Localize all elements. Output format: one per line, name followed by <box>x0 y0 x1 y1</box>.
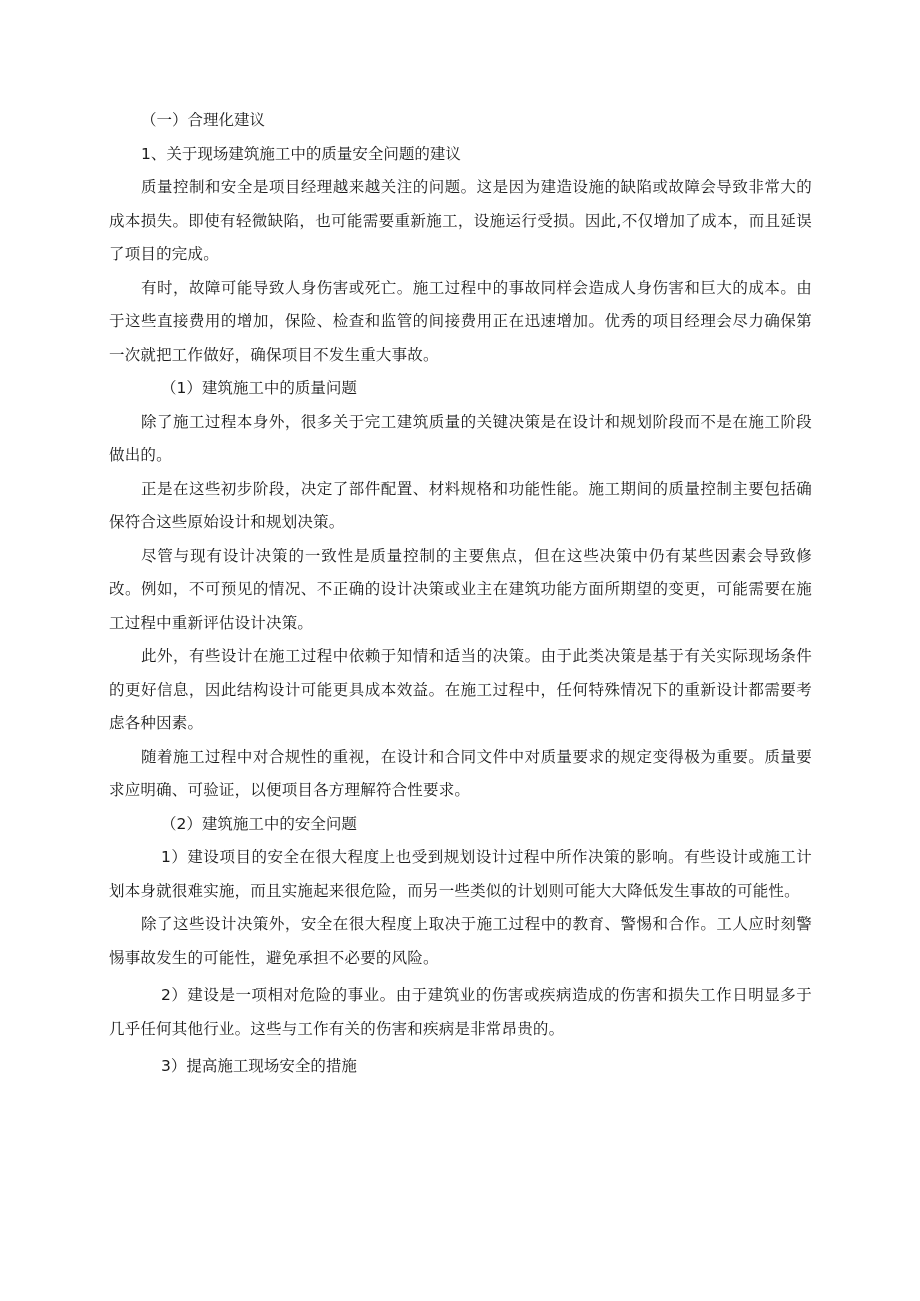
quality-heading: （1）建筑施工中的质量问题 <box>161 379 357 397</box>
paragraph: 尽管与现有设计决策的一致性是质量控制的主要焦点，但在这些决策中仍有某些因素会导致修改。例如，不可预见的情况、不正确的设计决策或业主在建筑功能方面所期望的变更，可能需要在施工过程中重新评估设计决策。 <box>109 546 812 632</box>
document-body <box>109 104 812 1084</box>
paragraph: 除了施工过程本身外，很多关于完工建筑质量的关键决策是在设计和规划阶段而不是在施工阶段做出的。 <box>109 412 812 464</box>
safety-heading: （2）建筑施工中的安全问题 <box>161 814 357 833</box>
safety-item-3: 3）提高施工现场安全的措施 <box>161 1057 357 1075</box>
paragraph: 质量控制和安全是项目经理越来越关注的问题。这是因为建造设施的缺陷或故障会导致非常大的成本损失。即使有轻微缺陷，也可能需要重新施工，设施运行受损。因此,不仅增加了成本，而且延误了项目的完成。 <box>109 178 812 263</box>
section-title: （一）合理化建议 <box>141 111 266 129</box>
paragraph: 除了这些设计决策外，安全在很大程度上取决于施工过程中的教育、警惕和合作。工人应时刻警惕事故发生的可能性，避免承担不必要的风险。 <box>109 915 812 967</box>
safety-item-2: 2）建设是一项相对危险的事业。由于建筑业的伤害或疾病造成的伤害和损失工作日明显多于几乎任何其他行业。这些与工作有关的伤害和疾病是非常昂贵的。 <box>109 986 812 1038</box>
paragraph: 有时，故障可能导致人身伤害或死亡。施工过程中的事故同样会造成人身伤害和巨大的成本。由于这些直接费用的增加，保险、检查和监管的间接费用正在迅速增加。优秀的项目经理会尽力确保第一次就把工作做好，确保项目不发生重大事故。 <box>109 278 812 364</box>
safety-item-1: 1）建设项目的安全在很大程度上也受到规划设计过程中所作决策的影响。有些设计或施工计划本身就很难实施，而且实施起来很危险，而另一些类似的计划则可能大大降低发生事故的可能性。 <box>109 848 812 900</box>
subsection-title: 1、关于现场建筑施工中的质量安全问题的建议 <box>141 144 461 163</box>
paragraph: 随着施工过程中对合规性的重视，在设计和合同文件中对质量要求的规定变得极为重要。质量要求应明确、可验证，以便项目各方理解符合性要求。 <box>109 747 812 799</box>
paragraph: 此外，有些设计在施工过程中依赖于知情和适当的决策。由于此类决策是基于有关实际现场条件的更好信息，因此结构设计可能更具成本效益。在施工过程中，任何特殊情况下的重新设计都需要考虑各种因素。 <box>109 647 812 732</box>
paragraph: 正是在这些初步阶段，决定了部件配置、材料规格和功能性能。施工期间的质量控制主要包括确保符合这些原始设计和规划决策。 <box>109 479 812 531</box>
